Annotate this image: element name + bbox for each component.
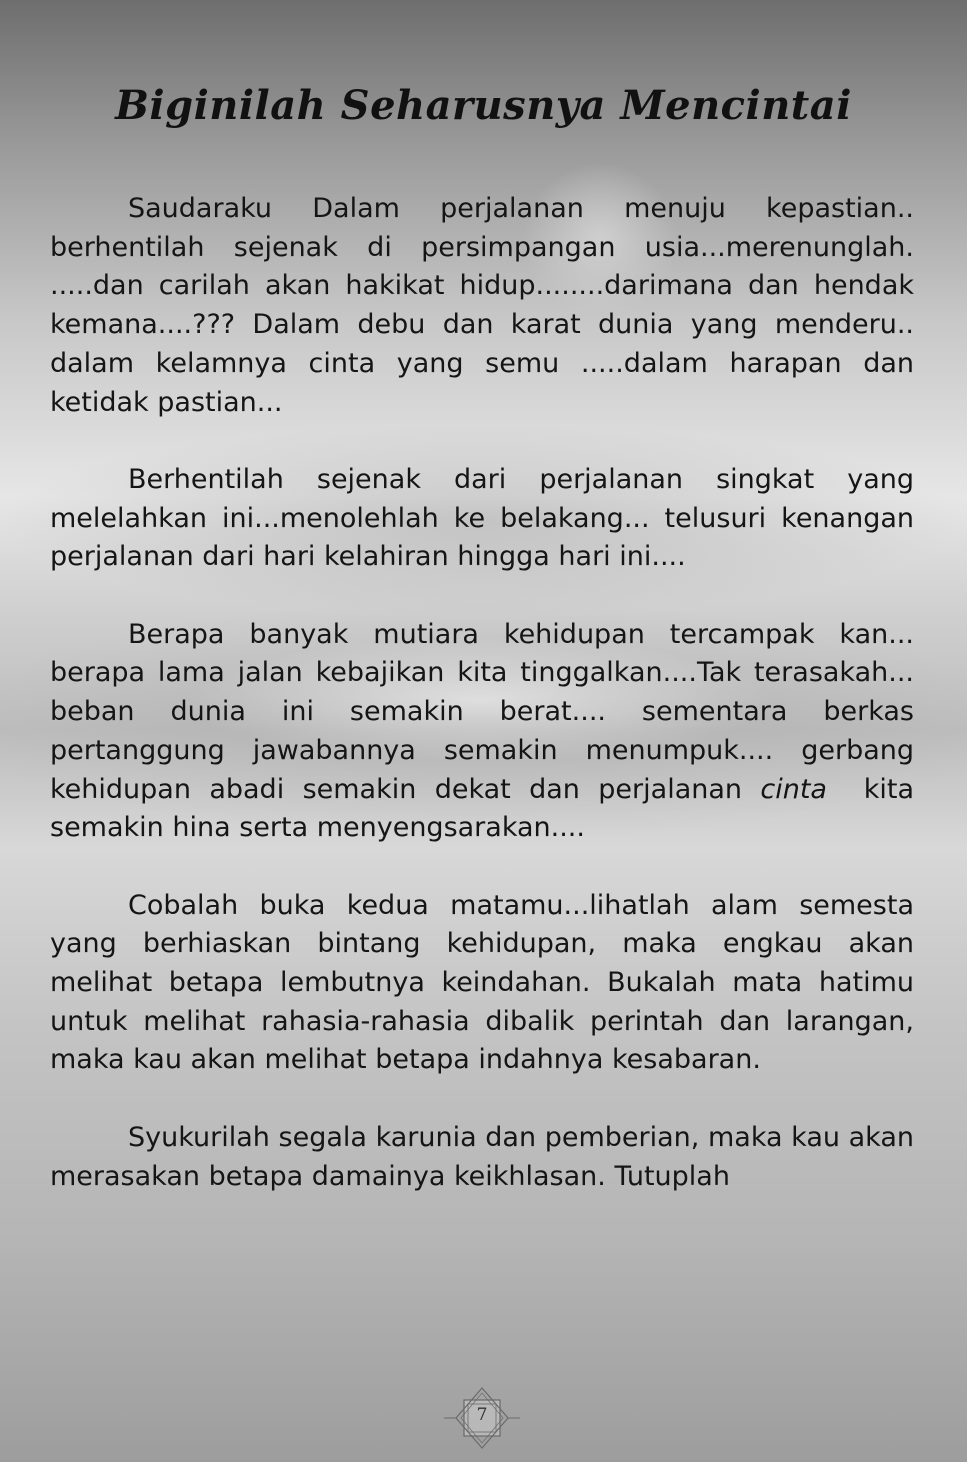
paragraph-2: Berhentilah sejenak dari perjalanan singkat yang melelahkan ini...menolehlah ke belakang... telusuri kenangan perjalanan dari hari kelahiran hingga hari ini.... xyxy=(50,463,914,573)
paragraph-3-text-b: kita semakin hina serta menyengsarakan.... xyxy=(50,773,923,844)
paragraph-1: Saudaraku Dalam perjalanan menuju kepastian.. berhentilah sejenak di persimpangan usia...merenunglah. .....dan carilah akan hakikat hidup........darimana dan hendak kemana....??? Dalam debu dan karat dunia yang menderu.. dalam kelamnya cinta yang semu .....dalam harapan dan ketidak pastian... xyxy=(50,193,914,418)
page-number-badge xyxy=(442,1386,522,1450)
page-title: Biginilah Seharusnya Mencintai xyxy=(115,82,852,129)
paragraph-3 xyxy=(50,616,923,848)
paragraph-3-italic-word: cinta xyxy=(760,773,827,805)
paragraph-4: Cobalah buka kedua matamu...lihatlah alam semesta yang berhiaskan bintang kehidupan, maka engkau akan melihat betapa lembutnya keindahan. Bukalah mata hatimu untuk melihat rahasia-rahasia dibalik perintah dan larangan, maka kau akan melihat betapa indahnya kesabaran. xyxy=(50,889,914,1076)
paragraph-5: Syukurilah segala karunia dan pemberian, maka kau akan merasakan betapa damainya keikhlasan. Tutuplah xyxy=(50,1121,914,1192)
paragraph-3-text-a: Berapa banyak mutiara kehidupan tercampak kan... berapa lama jalan kebajikan kita tinggalkan....Tak terasakah... beban dunia ini semakin berat.... sementara berkas pertanggung jawabannya semakin menumpuk.... gerbang kehidupan abadi semakin dekat dan perjalanan xyxy=(50,618,914,805)
page-number: 7 xyxy=(476,1405,488,1425)
body-text xyxy=(50,190,923,1235)
